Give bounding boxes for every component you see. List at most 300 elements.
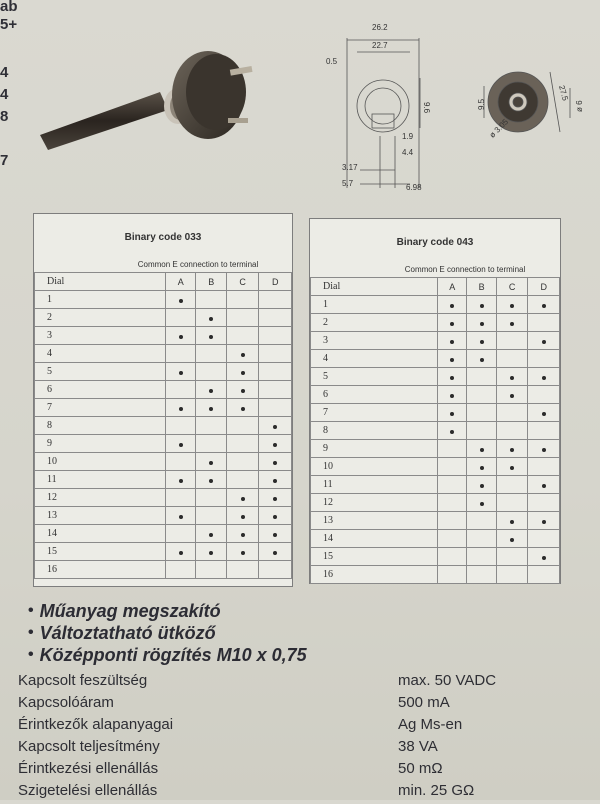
connection-dot-icon bbox=[209, 533, 213, 537]
terminal-cell bbox=[259, 399, 292, 417]
terminal-cell bbox=[259, 471, 292, 489]
table-row bbox=[311, 368, 560, 386]
dial-number: 7 bbox=[35, 399, 166, 417]
terminal-cell bbox=[528, 350, 560, 368]
spec-key: Érintkezési ellenállás bbox=[18, 760, 159, 777]
feature-item bbox=[28, 644, 468, 666]
binary-code-grid bbox=[310, 277, 560, 584]
connection-dot-icon bbox=[510, 520, 514, 524]
terminal-cell bbox=[226, 327, 259, 345]
table-row bbox=[35, 417, 292, 435]
table-row bbox=[35, 525, 292, 543]
terminal-cell bbox=[259, 417, 292, 435]
dial-number: 2 bbox=[35, 309, 166, 327]
terminal-cell bbox=[496, 296, 528, 314]
terminal-cell bbox=[259, 525, 292, 543]
spec-row bbox=[18, 760, 588, 782]
terminal-cell bbox=[226, 507, 259, 525]
bullet-icon: • bbox=[28, 602, 34, 619]
connection-dot-icon bbox=[480, 484, 484, 488]
dial-number: 13 bbox=[311, 512, 438, 530]
dial-number: 14 bbox=[35, 525, 166, 543]
dial-number: 4 bbox=[35, 345, 166, 363]
dial-number: 16 bbox=[35, 561, 166, 579]
dim-label: 4.4 bbox=[402, 148, 414, 157]
table-row bbox=[35, 471, 292, 489]
terminal-cell bbox=[226, 435, 259, 453]
connection-dot-icon bbox=[179, 299, 183, 303]
connection-dot-icon bbox=[480, 340, 484, 344]
terminal-cell bbox=[467, 350, 496, 368]
terminal-cell bbox=[467, 404, 496, 422]
binary-code-033-table bbox=[33, 213, 293, 587]
terminal-cell bbox=[528, 494, 560, 512]
connection-dot-icon bbox=[273, 515, 277, 519]
dial-number: 14 bbox=[311, 530, 438, 548]
feature-text: Középponti rögzítés M10 x 0,75 bbox=[39, 645, 307, 665]
dim-label: 5.7 bbox=[342, 179, 354, 188]
connection-dot-icon bbox=[450, 394, 454, 398]
spec-list bbox=[18, 672, 588, 804]
feature-list bbox=[28, 600, 468, 666]
dial-number: 10 bbox=[311, 458, 438, 476]
terminal-cell bbox=[528, 332, 560, 350]
dial-number: 2 bbox=[311, 314, 438, 332]
table-row bbox=[35, 453, 292, 471]
terminal-cell bbox=[496, 368, 528, 386]
table-row bbox=[311, 476, 560, 494]
table-row bbox=[311, 296, 560, 314]
dial-number: 8 bbox=[311, 422, 438, 440]
terminal-cell bbox=[437, 458, 466, 476]
connection-dot-icon bbox=[450, 340, 454, 344]
terminal-cell bbox=[496, 458, 528, 476]
terminal-cell bbox=[437, 440, 466, 458]
table-title: Binary code 033 bbox=[124, 232, 202, 243]
terminal-header: A bbox=[437, 278, 466, 296]
dial-number: 9 bbox=[311, 440, 438, 458]
terminal-cell bbox=[166, 417, 196, 435]
margin-mark: 7 bbox=[0, 152, 9, 169]
spec-key: Érintkezők alapanyagai bbox=[18, 716, 174, 733]
table-subtitle: Common E connection to terminal bbox=[404, 265, 526, 274]
terminal-cell bbox=[196, 507, 226, 525]
terminal-cell bbox=[528, 476, 560, 494]
terminal-cell bbox=[467, 512, 496, 530]
terminal-cell bbox=[226, 291, 259, 309]
terminal-cell bbox=[467, 296, 496, 314]
dial-number: 3 bbox=[35, 327, 166, 345]
dial-number: 6 bbox=[35, 381, 166, 399]
connection-dot-icon bbox=[209, 461, 213, 465]
table-row bbox=[311, 404, 560, 422]
terminal-cell bbox=[528, 566, 560, 584]
connection-dot-icon bbox=[510, 466, 514, 470]
table-row bbox=[35, 561, 292, 579]
terminal-cell bbox=[528, 296, 560, 314]
terminal-cell bbox=[467, 476, 496, 494]
connection-dot-icon bbox=[480, 502, 484, 506]
terminal-cell bbox=[196, 291, 226, 309]
spec-value: max. 50 VADC bbox=[398, 672, 497, 689]
table-row bbox=[311, 512, 560, 530]
feature-text: Műanyag megszakító bbox=[39, 601, 221, 621]
terminal-cell bbox=[166, 435, 196, 453]
binary-code-043-table bbox=[309, 218, 561, 584]
dial-number: 5 bbox=[311, 368, 438, 386]
terminal-cell bbox=[467, 458, 496, 476]
connection-dot-icon bbox=[510, 322, 514, 326]
terminal-cell bbox=[166, 561, 196, 579]
terminal-cell bbox=[226, 471, 259, 489]
table-row bbox=[311, 566, 560, 584]
terminal-cell bbox=[496, 350, 528, 368]
terminal-cell bbox=[467, 494, 496, 512]
dial-number: 13 bbox=[35, 507, 166, 525]
terminal-cell bbox=[496, 440, 528, 458]
connection-dot-icon bbox=[273, 479, 277, 483]
connection-dot-icon bbox=[179, 335, 183, 339]
table-row bbox=[35, 309, 292, 327]
header-row bbox=[35, 273, 292, 291]
connection-dot-icon bbox=[179, 515, 183, 519]
terminal-cell bbox=[467, 530, 496, 548]
terminal-cell bbox=[166, 345, 196, 363]
connection-dot-icon bbox=[480, 448, 484, 452]
dim-label: ø 3.05 bbox=[487, 117, 511, 140]
terminal-header: C bbox=[226, 273, 259, 291]
connection-dot-icon bbox=[209, 479, 213, 483]
terminal-cell bbox=[437, 422, 466, 440]
terminal-cell bbox=[166, 471, 196, 489]
connection-dot-icon bbox=[450, 412, 454, 416]
dial-number: 6 bbox=[311, 386, 438, 404]
spec-key: Kapcsolt teljesítmény bbox=[18, 738, 160, 755]
connection-dot-icon bbox=[273, 551, 277, 555]
connection-dot-icon bbox=[241, 353, 245, 357]
terminal-cell bbox=[437, 386, 466, 404]
table-row bbox=[311, 494, 560, 512]
connection-dot-icon bbox=[209, 317, 213, 321]
dial-number: 11 bbox=[311, 476, 438, 494]
connection-dot-icon bbox=[480, 358, 484, 362]
terminal-cell bbox=[437, 530, 466, 548]
terminal-cell bbox=[166, 507, 196, 525]
dial-number: 11 bbox=[35, 471, 166, 489]
dial-number: 1 bbox=[311, 296, 438, 314]
dial-number: 10 bbox=[35, 453, 166, 471]
terminal-cell bbox=[496, 332, 528, 350]
terminal-cell bbox=[196, 309, 226, 327]
table-row bbox=[35, 381, 292, 399]
terminal-cell bbox=[166, 525, 196, 543]
spec-value: 50 mΩ bbox=[398, 760, 443, 777]
terminal-cell bbox=[166, 309, 196, 327]
connection-dot-icon bbox=[273, 533, 277, 537]
dial-number: 7 bbox=[311, 404, 438, 422]
dial-number: 8 bbox=[35, 417, 166, 435]
connection-dot-icon bbox=[179, 551, 183, 555]
bullet-icon: • bbox=[28, 646, 34, 663]
feature-text: Változtatható ütköző bbox=[39, 623, 216, 643]
connection-dot-icon bbox=[510, 376, 514, 380]
terminal-cell bbox=[437, 296, 466, 314]
table-row bbox=[35, 363, 292, 381]
dim-label: 0.5 bbox=[326, 57, 338, 66]
margin-mark: 8 bbox=[0, 108, 9, 125]
terminal-cell bbox=[226, 543, 259, 561]
terminal-header: B bbox=[196, 273, 226, 291]
terminal-cell bbox=[196, 363, 226, 381]
dial-number: 12 bbox=[311, 494, 438, 512]
terminal-cell bbox=[166, 291, 196, 309]
terminal-cell bbox=[528, 422, 560, 440]
connection-dot-icon bbox=[273, 461, 277, 465]
table-subtitle: Common E connection to terminal bbox=[137, 260, 259, 269]
connection-dot-icon bbox=[179, 479, 183, 483]
terminal-cell bbox=[467, 368, 496, 386]
terminal-cell bbox=[226, 525, 259, 543]
dim-label: 26.2 bbox=[372, 23, 388, 32]
connection-dot-icon bbox=[510, 304, 514, 308]
terminal-cell bbox=[166, 543, 196, 561]
terminal-cell bbox=[437, 404, 466, 422]
connection-dot-icon bbox=[241, 407, 245, 411]
connection-dot-icon bbox=[209, 407, 213, 411]
margin-mark: ab bbox=[0, 0, 18, 15]
table-row bbox=[35, 543, 292, 561]
spec-row bbox=[18, 716, 588, 738]
table-row bbox=[35, 489, 292, 507]
connection-dot-icon bbox=[510, 394, 514, 398]
connection-dot-icon bbox=[241, 533, 245, 537]
terminal-cell bbox=[496, 386, 528, 404]
terminal-header: D bbox=[528, 278, 560, 296]
terminal-cell bbox=[437, 368, 466, 386]
table-row bbox=[35, 345, 292, 363]
spec-value: min. 25 GΩ bbox=[398, 782, 475, 799]
dim-label: 6.98 bbox=[406, 183, 422, 192]
table-row bbox=[311, 332, 560, 350]
terminal-cell bbox=[259, 327, 292, 345]
terminal-cell bbox=[467, 440, 496, 458]
terminal-cell bbox=[166, 399, 196, 417]
terminal-cell bbox=[226, 309, 259, 327]
terminal-cell bbox=[528, 368, 560, 386]
terminal-cell bbox=[196, 471, 226, 489]
terminal-cell bbox=[166, 453, 196, 471]
table-row bbox=[311, 422, 560, 440]
terminal-cell bbox=[166, 489, 196, 507]
dial-number: 15 bbox=[311, 548, 438, 566]
connection-dot-icon bbox=[273, 497, 277, 501]
connection-dot-icon bbox=[510, 448, 514, 452]
table-row bbox=[35, 291, 292, 309]
dial-number: 12 bbox=[35, 489, 166, 507]
terminal-cell bbox=[496, 494, 528, 512]
connection-dot-icon bbox=[241, 389, 245, 393]
dial-number: 9 bbox=[35, 435, 166, 453]
spec-row bbox=[18, 694, 588, 716]
terminal-cell bbox=[259, 507, 292, 525]
dial-header: Dial bbox=[35, 273, 166, 291]
connection-dot-icon bbox=[241, 371, 245, 375]
terminal-cell bbox=[467, 386, 496, 404]
terminal-cell bbox=[259, 363, 292, 381]
table-row bbox=[35, 435, 292, 453]
connection-dot-icon bbox=[273, 425, 277, 429]
spec-key: Kapcsolóáram bbox=[18, 694, 114, 711]
table-row bbox=[311, 530, 560, 548]
terminal-cell bbox=[226, 561, 259, 579]
connection-dot-icon bbox=[179, 371, 183, 375]
table-title: Binary code 043 bbox=[396, 237, 474, 248]
terminal-cell bbox=[259, 345, 292, 363]
terminal-cell bbox=[496, 566, 528, 584]
dim-label: 22.7 bbox=[372, 41, 388, 50]
terminal-cell bbox=[259, 435, 292, 453]
dim-label: 9.5 bbox=[477, 98, 486, 110]
terminal-cell bbox=[496, 404, 528, 422]
connection-dot-icon bbox=[241, 551, 245, 555]
terminal-cell bbox=[528, 548, 560, 566]
table-row bbox=[311, 386, 560, 404]
margin-mark: 5+ bbox=[0, 16, 18, 33]
terminal-cell bbox=[196, 453, 226, 471]
dial-number: 16 bbox=[311, 566, 438, 584]
feature-item bbox=[28, 600, 468, 622]
terminal-cell bbox=[437, 512, 466, 530]
connection-dot-icon bbox=[542, 484, 546, 488]
terminal-cell bbox=[528, 314, 560, 332]
terminal-header: A bbox=[166, 273, 196, 291]
connection-dot-icon bbox=[209, 335, 213, 339]
connection-dot-icon bbox=[542, 304, 546, 308]
connection-dot-icon bbox=[179, 407, 183, 411]
terminal-cell bbox=[226, 489, 259, 507]
terminal-cell bbox=[467, 422, 496, 440]
dim-label: 3.17 bbox=[342, 163, 358, 172]
connection-dot-icon bbox=[480, 466, 484, 470]
terminal-cell bbox=[496, 476, 528, 494]
terminal-cell bbox=[259, 381, 292, 399]
terminal-cell bbox=[196, 327, 226, 345]
terminal-cell bbox=[528, 512, 560, 530]
connection-dot-icon bbox=[542, 376, 546, 380]
terminal-cell bbox=[259, 291, 292, 309]
terminal-cell bbox=[226, 417, 259, 435]
terminal-cell bbox=[259, 453, 292, 471]
connection-dot-icon bbox=[450, 430, 454, 434]
dim-label: 27.5 bbox=[557, 84, 570, 102]
dim-label: 9.6 bbox=[422, 102, 431, 114]
dial-number: 4 bbox=[311, 350, 438, 368]
terminal-cell bbox=[226, 453, 259, 471]
connection-dot-icon bbox=[542, 340, 546, 344]
binary-code-grid bbox=[34, 272, 292, 579]
terminal-cell bbox=[226, 363, 259, 381]
terminal-cell bbox=[496, 314, 528, 332]
terminal-cell bbox=[467, 332, 496, 350]
terminal-cell bbox=[196, 435, 226, 453]
dim-label: ø 6 bbox=[575, 100, 584, 112]
terminal-cell bbox=[437, 314, 466, 332]
dim-label: 1.9 bbox=[402, 132, 414, 141]
terminal-cell bbox=[496, 530, 528, 548]
terminal-cell bbox=[259, 543, 292, 561]
spec-value: 500 mA bbox=[398, 694, 450, 711]
terminal-cell bbox=[437, 494, 466, 512]
terminal-cell bbox=[196, 489, 226, 507]
terminal-cell bbox=[467, 314, 496, 332]
connection-dot-icon bbox=[480, 304, 484, 308]
terminal-cell bbox=[166, 363, 196, 381]
connection-dot-icon bbox=[542, 556, 546, 560]
terminal-cell bbox=[437, 548, 466, 566]
spec-value: 38 VA bbox=[398, 738, 438, 755]
terminal-header: C bbox=[496, 278, 528, 296]
dial-header: Dial bbox=[311, 278, 438, 296]
margin-mark: 4 bbox=[0, 86, 9, 103]
terminal-cell bbox=[196, 399, 226, 417]
table-row bbox=[311, 458, 560, 476]
terminal-header: D bbox=[259, 273, 292, 291]
terminal-cell bbox=[528, 386, 560, 404]
table-row bbox=[311, 440, 560, 458]
terminal-cell bbox=[259, 561, 292, 579]
terminal-cell bbox=[196, 345, 226, 363]
terminal-cell bbox=[196, 381, 226, 399]
table-row bbox=[311, 350, 560, 368]
margin-mark: 4 bbox=[0, 64, 9, 81]
connection-dot-icon bbox=[241, 497, 245, 501]
connection-dot-icon bbox=[450, 358, 454, 362]
terminal-cell bbox=[528, 530, 560, 548]
connection-dot-icon bbox=[179, 443, 183, 447]
terminal-cell bbox=[259, 309, 292, 327]
connection-dot-icon bbox=[241, 515, 245, 519]
terminal-cell bbox=[196, 561, 226, 579]
connection-dot-icon bbox=[450, 376, 454, 380]
dimension-drawing bbox=[320, 18, 600, 198]
terminal-cell bbox=[437, 350, 466, 368]
connection-dot-icon bbox=[450, 304, 454, 308]
terminal-cell bbox=[528, 458, 560, 476]
terminal-cell bbox=[196, 417, 226, 435]
connection-dot-icon bbox=[450, 322, 454, 326]
dial-number: 5 bbox=[35, 363, 166, 381]
terminal-cell bbox=[196, 543, 226, 561]
table-row bbox=[311, 314, 560, 332]
terminal-cell bbox=[467, 566, 496, 584]
connection-dot-icon bbox=[209, 389, 213, 393]
connection-dot-icon bbox=[510, 538, 514, 542]
feature-item bbox=[28, 622, 468, 644]
spec-row bbox=[18, 738, 588, 760]
table-row bbox=[35, 327, 292, 345]
rotary-switch-photo bbox=[40, 40, 270, 160]
terminal-cell bbox=[166, 327, 196, 345]
connection-dot-icon bbox=[273, 443, 277, 447]
terminal-cell bbox=[166, 381, 196, 399]
header-row bbox=[311, 278, 560, 296]
spec-row bbox=[18, 672, 588, 694]
terminal-header: B bbox=[467, 278, 496, 296]
spec-row bbox=[18, 782, 588, 804]
table-row bbox=[35, 507, 292, 525]
table-row bbox=[35, 399, 292, 417]
terminal-cell bbox=[226, 399, 259, 417]
